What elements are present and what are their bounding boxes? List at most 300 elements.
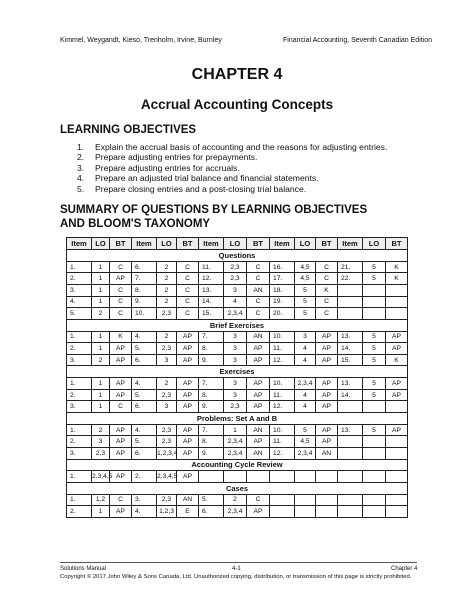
table-cell: 20. — [270, 308, 295, 320]
table-cell: 4. — [132, 506, 157, 518]
table-cell: AN — [177, 494, 199, 506]
table-cell: AP — [110, 471, 132, 483]
column-header: LO — [363, 238, 386, 250]
table-cell: 2,3,4 — [224, 506, 247, 518]
table-cell: 1,2,3 — [157, 506, 177, 518]
table-cell: 7. — [199, 331, 224, 343]
table-cell: K — [316, 284, 338, 296]
table-cell: AP — [177, 424, 199, 436]
table-cell: 5 — [363, 273, 386, 285]
table-cell: 6. — [132, 401, 157, 413]
table-cell: 1 — [92, 284, 110, 296]
table-cell: 1. — [67, 261, 92, 273]
table-cell: 8. — [199, 389, 224, 401]
table-cell: 3 — [92, 436, 110, 448]
table-cell: 5. — [67, 308, 92, 320]
table-cell: 13. — [338, 378, 363, 390]
table-cell: 2 — [157, 331, 177, 343]
table-cell: 1. — [67, 494, 92, 506]
table-cell: 3 — [224, 378, 247, 390]
table-cell: AP — [316, 331, 338, 343]
table-cell: AP — [110, 447, 132, 459]
summary-table — [66, 237, 408, 518]
table-cell: 1,2 — [92, 494, 110, 506]
table-cell — [338, 494, 363, 506]
header-authors: Kimmel, Weygandt, Kieso, Trenholm, Irvine, Burnley — [60, 37, 222, 44]
section-header-row — [67, 412, 408, 424]
table-cell: 5. — [199, 494, 224, 506]
table-cell: 9. — [132, 296, 157, 308]
objective-number: 4. — [77, 173, 85, 184]
table-cell: 5 — [363, 424, 386, 436]
table-cell — [270, 506, 295, 518]
table-cell — [363, 284, 386, 296]
table-cell: 1,2,3,4 — [157, 447, 177, 459]
table-cell: C — [110, 296, 132, 308]
table-row — [67, 401, 408, 413]
table-cell: K — [386, 354, 408, 366]
table-row — [67, 506, 408, 518]
table-cell: AP — [247, 506, 270, 518]
table-cell: 4 — [224, 296, 247, 308]
table-cell: 11. — [270, 389, 295, 401]
table-cell: 5 — [363, 261, 386, 273]
table-cell: K — [110, 331, 132, 343]
section-header-row — [67, 459, 408, 471]
table-cell: AP — [316, 378, 338, 390]
learning-objectives-list — [77, 142, 387, 194]
table-cell: C — [177, 284, 199, 296]
table-cell: 3 — [224, 389, 247, 401]
table-cell: 1. — [67, 471, 92, 483]
table-cell — [386, 296, 408, 308]
table-cell: 6. — [132, 447, 157, 459]
table-cell: 5. — [132, 343, 157, 355]
table-cell: 4,5 — [295, 436, 316, 448]
section-header-row — [67, 319, 408, 331]
table-cell: 15. — [199, 308, 224, 320]
table-cell: 2 — [157, 273, 177, 285]
table-cell: 7. — [199, 378, 224, 390]
table-cell: 15. — [338, 354, 363, 366]
table-cell: C — [110, 284, 132, 296]
table-cell: C — [247, 296, 270, 308]
table-cell: AP — [316, 389, 338, 401]
table-cell: 12. — [270, 447, 295, 459]
table-cell: 2,3 — [157, 389, 177, 401]
summary-heading-line1: SUMMARY OF QUESTIONS BY LEARNING OBJECTIVES — [60, 204, 368, 216]
table-cell — [363, 308, 386, 320]
section-title: Accounting Cycle Review — [67, 459, 408, 471]
table-cell: 1 — [224, 424, 247, 436]
table-cell — [338, 308, 363, 320]
table-cell: 10. — [270, 331, 295, 343]
section-title: Problems: Set A and B — [67, 412, 408, 424]
table-cell: 3 — [157, 354, 177, 366]
table-cell: 6. — [132, 354, 157, 366]
table-cell: 1 — [92, 296, 110, 308]
table-cell: C — [110, 401, 132, 413]
table-row — [67, 436, 408, 448]
table-cell: 6. — [132, 261, 157, 273]
objective-item — [77, 184, 387, 194]
table-cell — [316, 494, 338, 506]
table-cell: 4 — [295, 343, 316, 355]
table-cell: 4 — [295, 354, 316, 366]
table-cell: 9. — [199, 447, 224, 459]
table-cell: AP — [110, 378, 132, 390]
table-row — [67, 296, 408, 308]
table-cell: 4. — [67, 296, 92, 308]
table-cell: 2,3,4 — [295, 378, 316, 390]
footer-divider — [60, 562, 417, 563]
table-cell: 4 — [295, 401, 316, 413]
table-cell: 2,3,4 — [224, 308, 247, 320]
table-row — [67, 354, 408, 366]
table-cell: E — [177, 506, 199, 518]
table-cell: AP — [177, 436, 199, 448]
table-cell: C — [110, 494, 132, 506]
table-cell: 12. — [199, 273, 224, 285]
table-cell: AP — [177, 343, 199, 355]
table-cell: C — [247, 273, 270, 285]
table-cell: AP — [386, 331, 408, 343]
table-cell: 3. — [67, 354, 92, 366]
objective-text: Prepare adjusting entries for prepayments. — [95, 152, 258, 163]
table-cell: 2,3,4 — [224, 447, 247, 459]
table-cell: AP — [177, 354, 199, 366]
table-cell — [270, 471, 295, 483]
table-row — [67, 447, 408, 459]
table-row — [67, 424, 408, 436]
table-row — [67, 261, 408, 273]
footer-left: Solutions Manual — [60, 566, 107, 572]
table-cell: 6. — [199, 506, 224, 518]
objective-item — [77, 173, 387, 183]
table-cell: 18. — [270, 284, 295, 296]
table-cell: 10. — [270, 424, 295, 436]
section-title: Questions — [67, 250, 408, 262]
table-cell: 13. — [199, 284, 224, 296]
table-cell: 12. — [270, 354, 295, 366]
objective-text: Prepare closing entries and a post-closing trial balance. — [95, 183, 307, 194]
table-cell — [247, 471, 270, 483]
table-cell: AP — [110, 436, 132, 448]
table-cell — [386, 506, 408, 518]
table-cell: 9. — [199, 401, 224, 413]
table-cell: AP — [316, 424, 338, 436]
table-row — [67, 471, 408, 483]
table-cell: 3. — [67, 447, 92, 459]
table-cell: 9. — [199, 354, 224, 366]
table-cell: AP — [247, 436, 270, 448]
table-cell: 2 — [157, 261, 177, 273]
table-cell: 14. — [338, 389, 363, 401]
table-cell — [386, 471, 408, 483]
objective-number: 1. — [77, 142, 85, 152]
table-cell: 3 — [224, 354, 247, 366]
table-cell: C — [110, 308, 132, 320]
table-cell: AP — [247, 343, 270, 355]
table-cell: C — [177, 308, 199, 320]
table-cell: AN — [316, 447, 338, 459]
table-cell — [363, 447, 386, 459]
objective-item — [77, 142, 387, 152]
objective-text: Explain the accrual basis of accounting and the reasons for adjusting entries. — [95, 142, 388, 152]
table-cell: AP — [177, 331, 199, 343]
table-cell — [338, 401, 363, 413]
table-cell — [338, 284, 363, 296]
table-cell: 2 — [224, 494, 247, 506]
table-cell: 2,3 — [157, 308, 177, 320]
table-cell: 3. — [132, 494, 157, 506]
table-cell: AP — [386, 378, 408, 390]
table-cell: 8. — [199, 343, 224, 355]
learning-objectives-heading: LEARNING OBJECTIVES — [60, 124, 197, 136]
table-cell: 3 — [295, 331, 316, 343]
objective-number: 3. — [77, 162, 85, 173]
copyright-notice: Copyright © 2017 John Wiley & Sons Canada, Ltd. Unauthorized copying, distribution, or transmission of this page is strictly prohibited. — [60, 574, 412, 580]
section-header-row — [67, 482, 408, 494]
table-cell: 2,3 — [92, 447, 110, 459]
table-cell — [338, 471, 363, 483]
objective-text: Prepare adjusting entries for accruals. — [95, 162, 240, 173]
table-cell: 3. — [67, 284, 92, 296]
table-cell — [363, 296, 386, 308]
table-cell: 14. — [199, 296, 224, 308]
section-header-row — [67, 250, 408, 262]
table-cell: 13. — [338, 424, 363, 436]
table-cell: 1 — [92, 261, 110, 273]
table-cell: 13. — [338, 331, 363, 343]
table-cell: AP — [316, 436, 338, 448]
table-cell: 5. — [132, 436, 157, 448]
column-header: BT — [386, 238, 408, 250]
table-cell: 10. — [270, 378, 295, 390]
table-cell: 11. — [270, 343, 295, 355]
table-cell: AP — [177, 389, 199, 401]
table-cell: C — [316, 308, 338, 320]
table-cell: 8. — [199, 436, 224, 448]
table-cell: 5 — [363, 331, 386, 343]
column-header: BT — [110, 238, 132, 250]
table-cell: C — [247, 494, 270, 506]
table-cell — [363, 494, 386, 506]
section-title: Exercises — [67, 366, 408, 378]
table-cell — [386, 494, 408, 506]
table-cell: 7. — [132, 273, 157, 285]
table-cell: C — [177, 261, 199, 273]
table-cell — [363, 506, 386, 518]
table-cell: 2,3 — [224, 401, 247, 413]
table-cell — [386, 447, 408, 459]
table-cell: AP — [316, 343, 338, 355]
table-row — [67, 378, 408, 390]
table-cell: 2,3 — [157, 343, 177, 355]
table-cell: 5 — [295, 308, 316, 320]
table-cell — [386, 401, 408, 413]
table-cell: AP — [110, 354, 132, 366]
table-cell: C — [316, 273, 338, 285]
table-cell: AP — [177, 471, 199, 483]
table-cell — [199, 471, 224, 483]
section-header-row — [67, 366, 408, 378]
table-cell: AN — [247, 284, 270, 296]
table-cell: 2,3 — [157, 436, 177, 448]
table-cell: 12. — [270, 401, 295, 413]
table-cell: C — [247, 261, 270, 273]
table-cell: AP — [110, 389, 132, 401]
table-cell: 11. — [270, 436, 295, 448]
table-cell: 5 — [295, 284, 316, 296]
table-cell: 22. — [338, 273, 363, 285]
column-header: LO — [224, 238, 247, 250]
table-cell: 1. — [67, 424, 92, 436]
table-cell: AP — [247, 378, 270, 390]
table-cell: AP — [177, 447, 199, 459]
table-cell — [363, 436, 386, 448]
table-cell — [224, 471, 247, 483]
column-header: BT — [247, 238, 270, 250]
table-cell: 5 — [295, 296, 316, 308]
table-cell: AP — [247, 401, 270, 413]
table-cell: 1. — [67, 331, 92, 343]
table-cell: AP — [110, 273, 132, 285]
column-header: Item — [199, 238, 224, 250]
table-row — [67, 273, 408, 285]
table-header-row — [67, 238, 408, 250]
table-cell: 2,3,4 — [224, 436, 247, 448]
table-cell — [338, 506, 363, 518]
table-cell — [295, 506, 316, 518]
objective-item — [77, 163, 387, 173]
table-cell: 4,5 — [295, 273, 316, 285]
summary-heading-line2: AND BLOOM'S TAXONOMY — [60, 218, 211, 230]
table-cell: 5 — [295, 424, 316, 436]
table-cell: 2. — [132, 471, 157, 483]
table-cell — [295, 471, 316, 483]
table-cell: 19. — [270, 296, 295, 308]
table-row — [67, 343, 408, 355]
table-cell: C — [177, 296, 199, 308]
column-header: BT — [316, 238, 338, 250]
column-header: LO — [295, 238, 316, 250]
table-cell — [295, 494, 316, 506]
objective-text: Prepare an adjusted trial balance and financial statements. — [95, 173, 319, 184]
table-cell: 5 — [363, 378, 386, 390]
objective-number: 5. — [77, 183, 85, 194]
table-cell: 2. — [67, 506, 92, 518]
table-cell: AP — [386, 424, 408, 436]
table-cell: 1 — [92, 506, 110, 518]
table-cell: 2 — [157, 296, 177, 308]
table-cell: 2,3 — [157, 494, 177, 506]
table-cell: 1 — [92, 331, 110, 343]
table-cell: 7. — [199, 424, 224, 436]
table-cell — [338, 296, 363, 308]
table-cell: 14. — [338, 343, 363, 355]
table-cell: C — [110, 261, 132, 273]
table-cell: 4,5 — [295, 261, 316, 273]
table-cell: AP — [316, 354, 338, 366]
table-cell: 2. — [67, 389, 92, 401]
table-cell: 1 — [92, 343, 110, 355]
objective-number: 2. — [77, 152, 85, 163]
table-cell: 3. — [67, 401, 92, 413]
table-cell — [338, 447, 363, 459]
table-cell: 16. — [270, 261, 295, 273]
table-row — [67, 331, 408, 343]
table-cell: 5 — [363, 343, 386, 355]
table-cell: AP — [110, 343, 132, 355]
header-book-title: Financial Accounting, Seventh Canadian Edition — [283, 37, 433, 44]
table-cell: AP — [386, 389, 408, 401]
table-cell — [386, 308, 408, 320]
table-cell: 2 — [157, 284, 177, 296]
table-cell: 2 — [92, 354, 110, 366]
column-header: Item — [132, 238, 157, 250]
table-cell: 2. — [67, 343, 92, 355]
table-cell: 5. — [132, 389, 157, 401]
table-cell: AP — [316, 401, 338, 413]
table-cell: 3 — [224, 331, 247, 343]
table-cell: 8. — [132, 284, 157, 296]
table-row — [67, 284, 408, 296]
objective-item — [77, 152, 387, 162]
table-cell: 5 — [363, 389, 386, 401]
page-number: 4-1 — [232, 566, 241, 572]
table-cell: AP — [110, 506, 132, 518]
table-cell — [386, 436, 408, 448]
table-cell: 4 — [295, 389, 316, 401]
table-cell: 2,3 — [224, 261, 247, 273]
table-cell: 2,3 — [157, 424, 177, 436]
table-cell: 3 — [157, 401, 177, 413]
table-cell: 1 — [92, 273, 110, 285]
table-cell — [363, 471, 386, 483]
table-cell: 1 — [92, 378, 110, 390]
table-cell: 11. — [199, 261, 224, 273]
table-cell — [316, 506, 338, 518]
table-row — [67, 389, 408, 401]
table-cell: C — [177, 273, 199, 285]
table-cell: C — [316, 261, 338, 273]
column-header: Item — [338, 238, 363, 250]
table-cell: 2,3,4 — [295, 447, 316, 459]
table-cell: 2. — [67, 273, 92, 285]
table-cell: AP — [386, 343, 408, 355]
table-cell: AP — [177, 401, 199, 413]
table-cell: AN — [247, 331, 270, 343]
table-cell: 2,3,4,5 — [92, 471, 110, 483]
table-cell: 2 — [92, 308, 110, 320]
table-cell: 2. — [67, 436, 92, 448]
table-row — [67, 494, 408, 506]
section-title: Brief Exercises — [67, 319, 408, 331]
table-cell: 4. — [132, 424, 157, 436]
table-cell: 2 — [157, 378, 177, 390]
footer-chapter: Chapter 4 — [391, 566, 418, 572]
table-cell: 2,3 — [224, 273, 247, 285]
chapter-heading: CHAPTER 4 — [191, 66, 283, 83]
table-cell: AN — [247, 447, 270, 459]
table-cell: 1 — [92, 389, 110, 401]
column-header: LO — [92, 238, 110, 250]
table-cell: AP — [247, 389, 270, 401]
table-cell: K — [386, 273, 408, 285]
table-cell: AP — [177, 378, 199, 390]
table-cell: AP — [247, 354, 270, 366]
